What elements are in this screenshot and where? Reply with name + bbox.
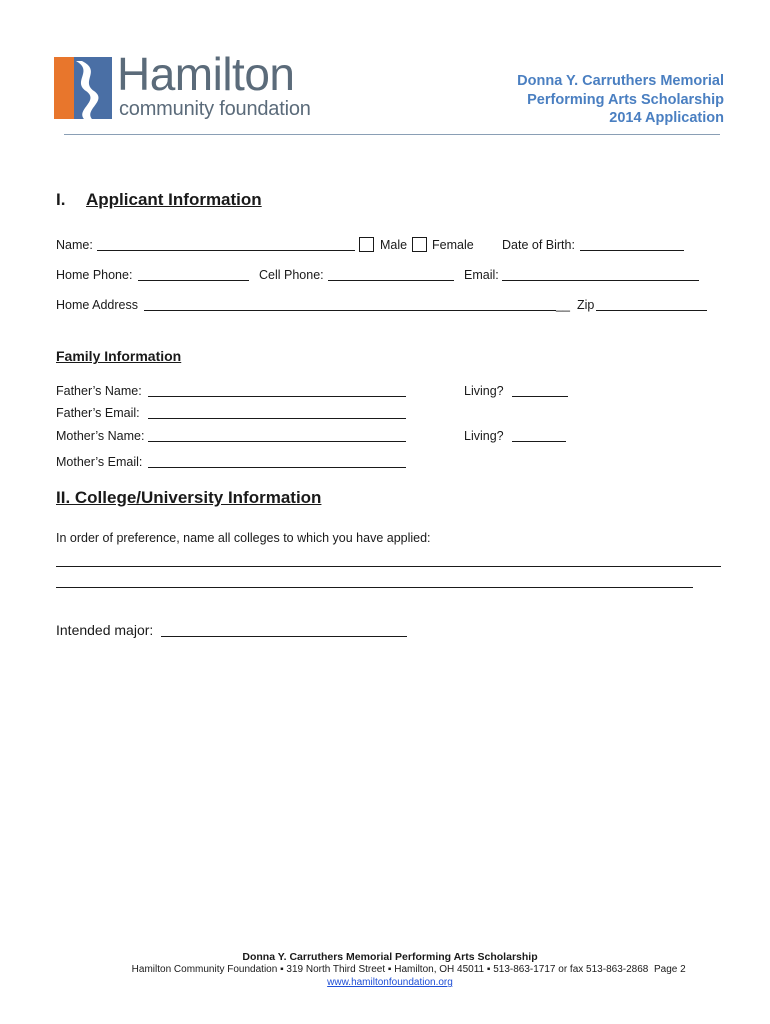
home-address-label: Home Address [56,298,138,312]
document-title [517,72,724,128]
father-living-field[interactable] [512,396,568,397]
intended-major-field[interactable] [161,636,407,637]
father-name-label: Father’s Name: [56,384,142,398]
name-label: Name: [56,238,93,252]
cell-phone-label: Cell Phone: [259,268,324,282]
male-checkbox[interactable] [359,237,374,252]
section-2-title: II. College/University Information [56,488,322,507]
logo-subtitle: community foundation [119,98,311,120]
logo-wordmark: Hamilton [117,48,295,100]
logo-mark [54,57,112,119]
email-field[interactable] [502,280,699,281]
father-living-label: Living? [464,384,504,398]
mother-email-field[interactable] [148,467,406,468]
mother-email-label: Mother’s Email: [56,455,143,469]
mother-living-label: Living? [464,429,504,443]
dob-field[interactable] [580,250,684,251]
dob-label: Date of Birth: [502,238,575,252]
college-line-2[interactable] [56,587,693,588]
page-number: Page 2 [654,964,686,975]
zip-underscore: __ [556,298,570,312]
title-line-3: 2014 Application [609,110,724,126]
email-label: Email: [464,268,499,282]
zip-field[interactable] [596,310,707,311]
cell-phone-field[interactable] [328,280,454,281]
female-checkbox[interactable] [412,237,427,252]
zip-label: Zip [577,298,595,312]
father-name-field[interactable] [148,396,406,397]
header-divider [64,134,720,135]
mother-name-label: Mother’s Name: [56,429,145,443]
college-line-1[interactable] [56,566,721,567]
home-phone-label: Home Phone: [56,268,133,282]
name-field[interactable] [97,250,355,251]
male-label: Male [380,238,408,252]
female-label: Female [432,238,474,252]
footer-title: Donna Y. Carruthers Memorial Performing Arts Scholarship [242,951,538,963]
footer-address: Hamilton Community Foundation ▪ 319 North Third Street ▪ Hamilton, OH 45011 ▪ 513-863-1717 or fax 513-863-2868 [131,964,649,975]
section-1-number: I. [56,190,66,209]
colleges-instruction: In order of preference, name all colleges to which you have applied: [56,531,431,545]
mother-living-field[interactable] [512,441,566,442]
father-email-label: Father’s Email: [56,406,140,420]
home-address-field[interactable] [144,310,556,311]
father-email-field[interactable] [148,418,406,419]
mother-name-field[interactable] [148,441,406,442]
home-phone-field[interactable] [138,280,249,281]
family-info-title: Family Information [56,348,182,364]
intended-major-label: Intended major: [56,622,154,638]
footer-website-link[interactable]: www.hamiltonfoundation.org [327,977,453,988]
title-line-1: Donna Y. Carruthers Memorial [517,73,724,89]
title-line-2: Performing Arts Scholarship [527,91,724,108]
section-1-title: Applicant Information [86,190,262,209]
